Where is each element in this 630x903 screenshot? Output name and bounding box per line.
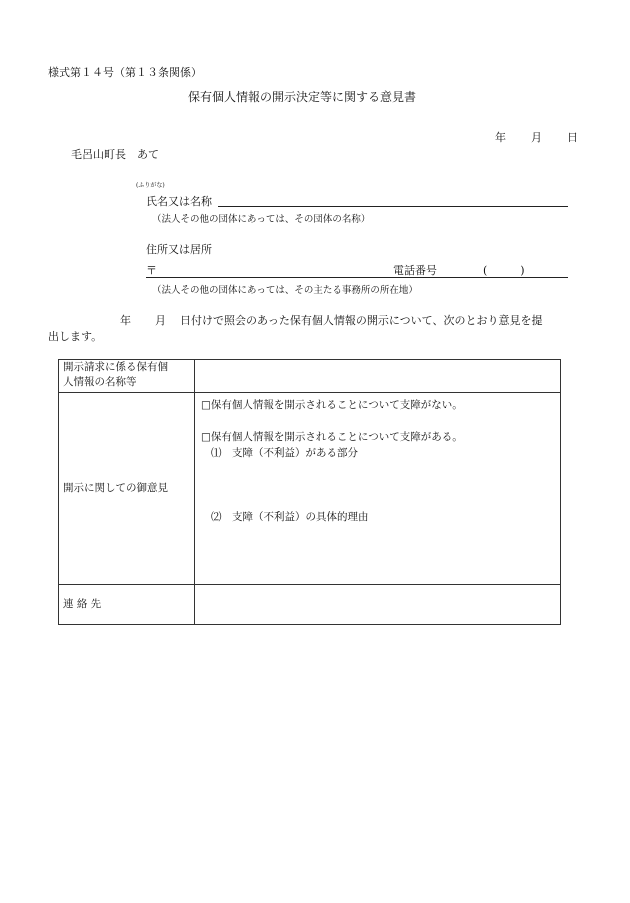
body-text-line2: 出します。	[48, 330, 103, 343]
form-number: 様式第１４号（第１３条関係）	[48, 66, 202, 79]
address-label: 住所又は居所	[146, 243, 212, 256]
row1-label-cell	[59, 360, 195, 393]
row2-value-cell	[195, 393, 561, 585]
body-year-label: 年	[120, 314, 131, 327]
name-label: 氏名又は名称	[146, 195, 212, 208]
date-year-label: 年	[495, 131, 506, 144]
phone-label: 電話番号	[393, 264, 437, 277]
address-note: （法人その他の団体にあっては、その主たる事務所の所在地）	[152, 285, 418, 296]
row1-value[interactable]	[195, 360, 560, 368]
sub-item-2: ⑵ 支障（不利益）の具体的理由	[211, 511, 369, 523]
body-text-line1: 日付けで照会のあった保有個人情報の開示について、次のとおり意見を提	[180, 314, 543, 327]
sub-item-1: ⑴ 支障（不利益）がある部分	[211, 447, 358, 459]
row3-label: 連 絡 先	[63, 598, 102, 610]
document-title: 保有個人情報の開示決定等に関する意見書	[188, 90, 417, 104]
name-field-underline[interactable]	[218, 206, 568, 207]
row2-label: 開示に関しての御意見	[63, 482, 168, 494]
row3-value-cell[interactable]	[195, 585, 561, 625]
opinion-table	[58, 359, 561, 625]
body-month-label: 月	[155, 314, 166, 327]
table-row-contact	[59, 585, 561, 625]
address-field-underline[interactable]	[146, 277, 568, 278]
row1-value-cell[interactable]	[195, 360, 561, 393]
option-no-issue-checkbox[interactable]: □保有個人情報を開示されることについて支障がない。	[201, 399, 463, 411]
date-month-label: 月	[531, 131, 542, 144]
row3-value[interactable]	[195, 585, 560, 609]
row3-label-cell	[59, 585, 195, 625]
phone-parens: ( )	[483, 264, 525, 277]
table-row-info-name	[59, 360, 561, 393]
name-note: （法人その他の団体にあっては、その団体の名称）	[152, 214, 371, 225]
row2-label-cell	[59, 393, 195, 585]
row1-label-line2: 人情報の名称等	[63, 376, 137, 388]
furigana-label: (ふりがな)	[136, 182, 165, 189]
date-day-label: 日	[567, 131, 578, 144]
row1-label-line1: 開示請求に係る保有個	[63, 361, 168, 373]
table-row-opinion	[59, 393, 561, 585]
addressee: 毛呂山町長 あて	[71, 148, 159, 161]
option-has-issue-checkbox[interactable]: □保有個人情報を開示されることについて支障がある。	[201, 431, 463, 443]
postal-mark: 〒	[146, 264, 157, 277]
